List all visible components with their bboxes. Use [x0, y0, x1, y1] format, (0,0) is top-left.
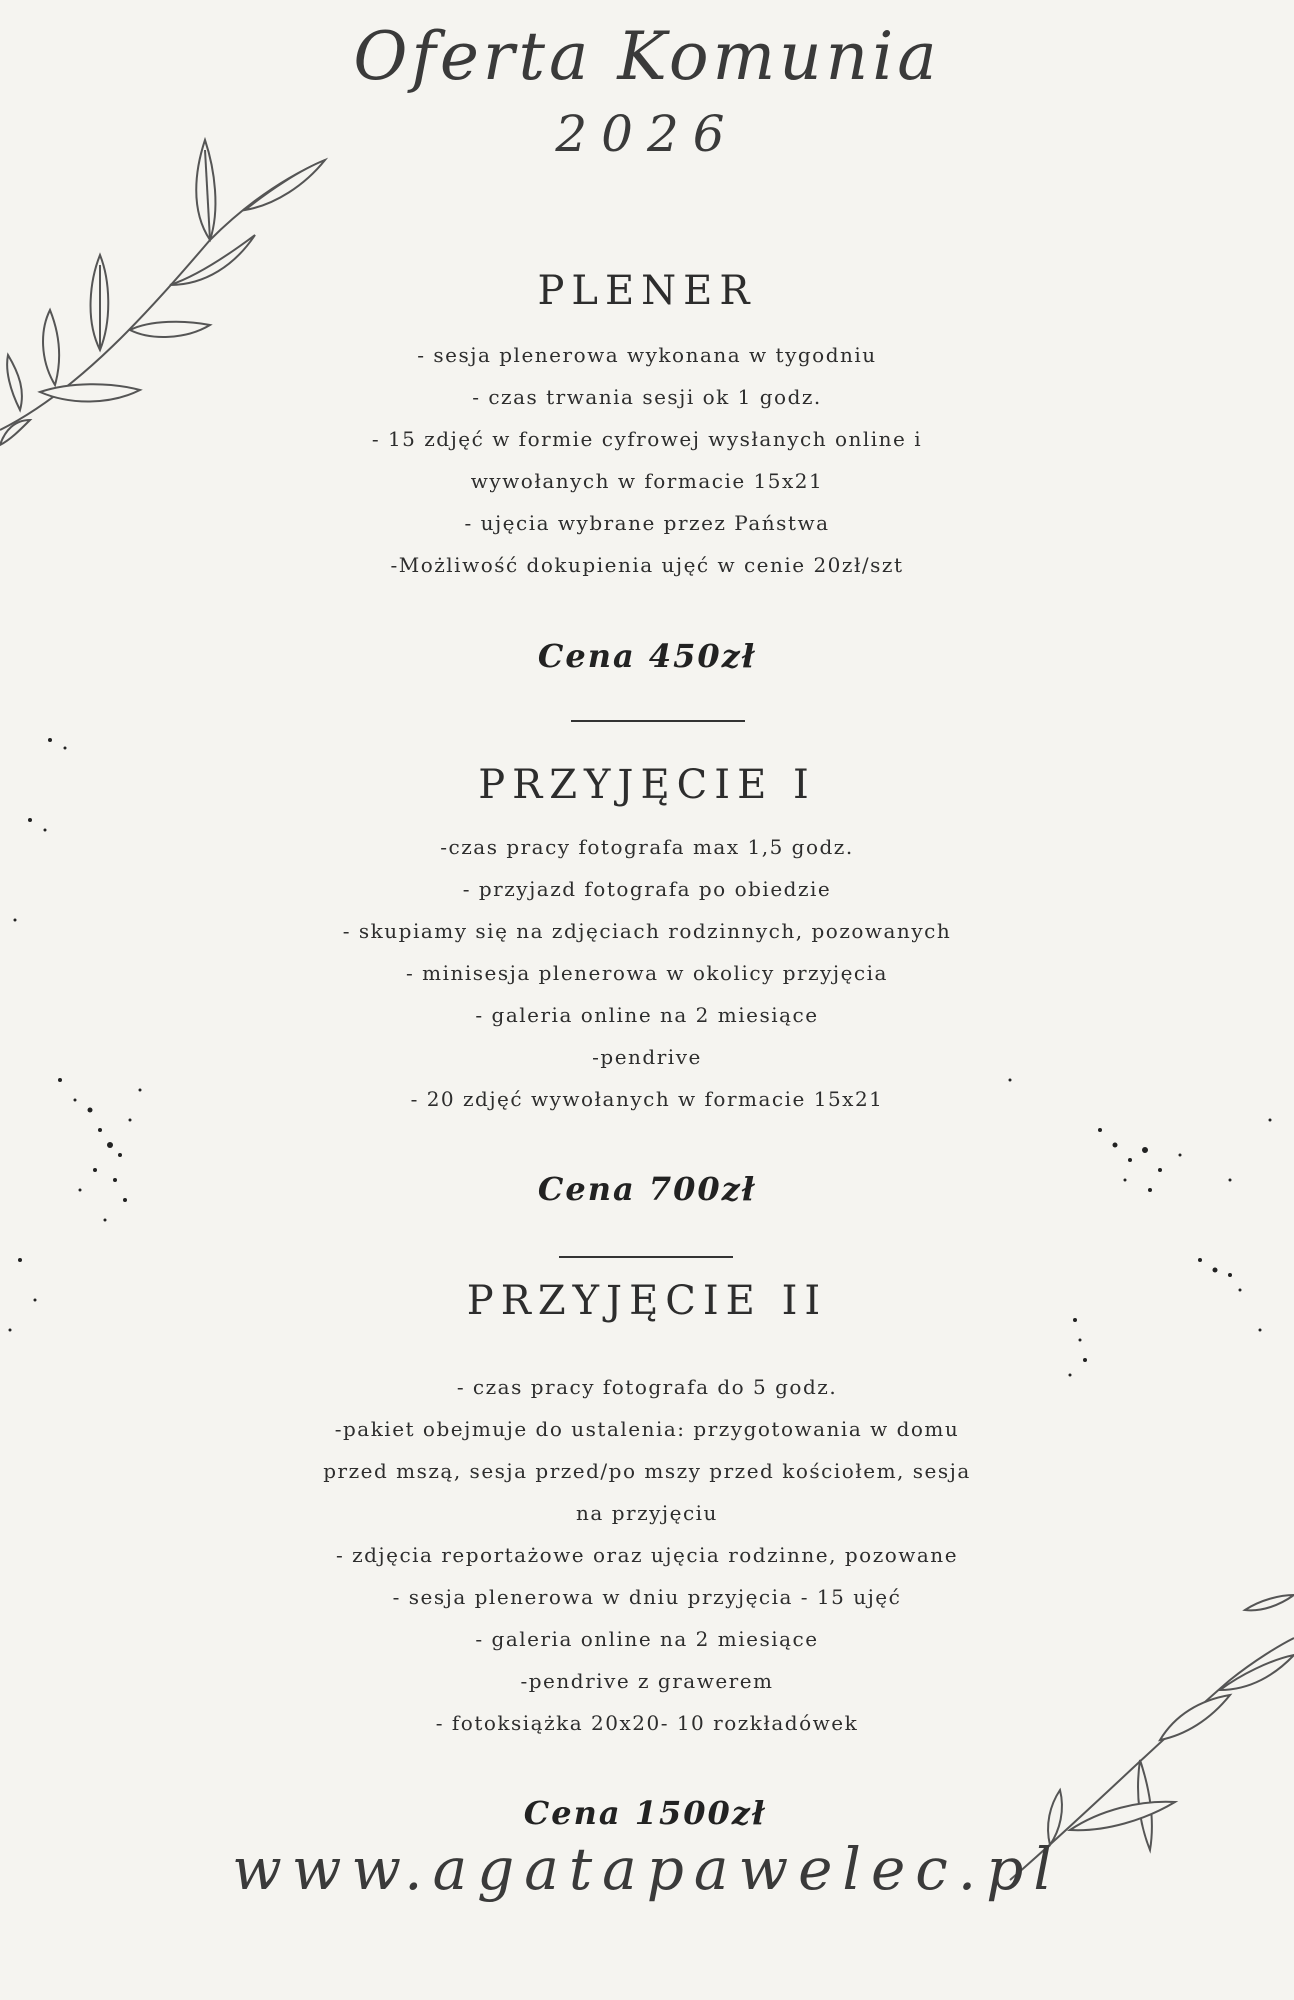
divider	[571, 720, 745, 722]
section-heading-przyjecie-2: PRZYJĘCIE II	[466, 1278, 828, 1324]
website-link[interactable]: www.agatapawelec.pl	[232, 1835, 1062, 1903]
price-plener: Cena 450zł	[537, 637, 757, 675]
list-item: - przyjazd fotografa po obiedzie	[462, 877, 832, 901]
list-item: wywołanych w formacie 15x21	[470, 469, 824, 493]
list-item: -pakiet obejmuje do ustalenia: przygotowania w domu	[334, 1417, 960, 1441]
list-item: - ujęcia wybrane przez Państwa	[464, 511, 830, 535]
list-item: - sesja plenerowa w dniu przyjęcia - 15 ujęć	[392, 1585, 902, 1609]
page-title: Oferta Komunia	[353, 18, 941, 95]
price-przyjecie-2: Cena 1500zł	[523, 1794, 767, 1832]
price-przyjecie-1: Cena 700zł	[537, 1170, 757, 1208]
list-item: - 20 zdjęć wywołanych w formacie 15x21	[410, 1087, 884, 1111]
list-item: - skupiamy się na zdjęciach rodzinnych, pozowanych	[342, 919, 952, 943]
list-item: -pendrive	[592, 1045, 702, 1069]
list-item: - 15 zdjęć w formie cyfrowej wysłanych online i	[371, 427, 923, 451]
list-item: przed mszą, sesja przed/po mszy przed kościołem, sesja	[323, 1459, 971, 1483]
list-item: - czas trwania sesji ok 1 godz.	[472, 385, 822, 409]
list-item: na przyjęciu	[576, 1501, 718, 1525]
list-item: - galeria online na 2 miesiące	[475, 1003, 819, 1027]
page-year: 2026	[555, 105, 739, 163]
divider	[559, 1256, 733, 1258]
list-item: - galeria online na 2 miesiące	[475, 1627, 819, 1651]
list-item: - zdjęcia reportażowe oraz ujęcia rodzinne, pozowane	[335, 1543, 959, 1567]
section-lines-przyjecie-1	[0, 826, 1294, 1120]
section-lines-przyjecie-2	[0, 1366, 1294, 1744]
list-item: -Możliwość dokupienia ujęć w cenie 20zł/szt	[390, 553, 904, 577]
list-item: - minisesja plenerowa w okolicy przyjęcia	[406, 961, 888, 985]
section-heading-plener: PLENER	[537, 268, 757, 314]
list-item: - sesja plenerowa wykonana w tygodniu	[417, 343, 877, 367]
section-lines-plener	[0, 334, 1294, 586]
list-item: -czas pracy fotografa max 1,5 godz.	[440, 835, 854, 859]
section-heading-przyjecie-1: PRZYJĘCIE I	[478, 762, 816, 808]
list-item: -pendrive z grawerem	[520, 1669, 774, 1693]
list-item: - czas pracy fotografa do 5 godz.	[456, 1375, 838, 1399]
list-item: - fotoksiążka 20x20- 10 rozkładówek	[435, 1711, 859, 1735]
